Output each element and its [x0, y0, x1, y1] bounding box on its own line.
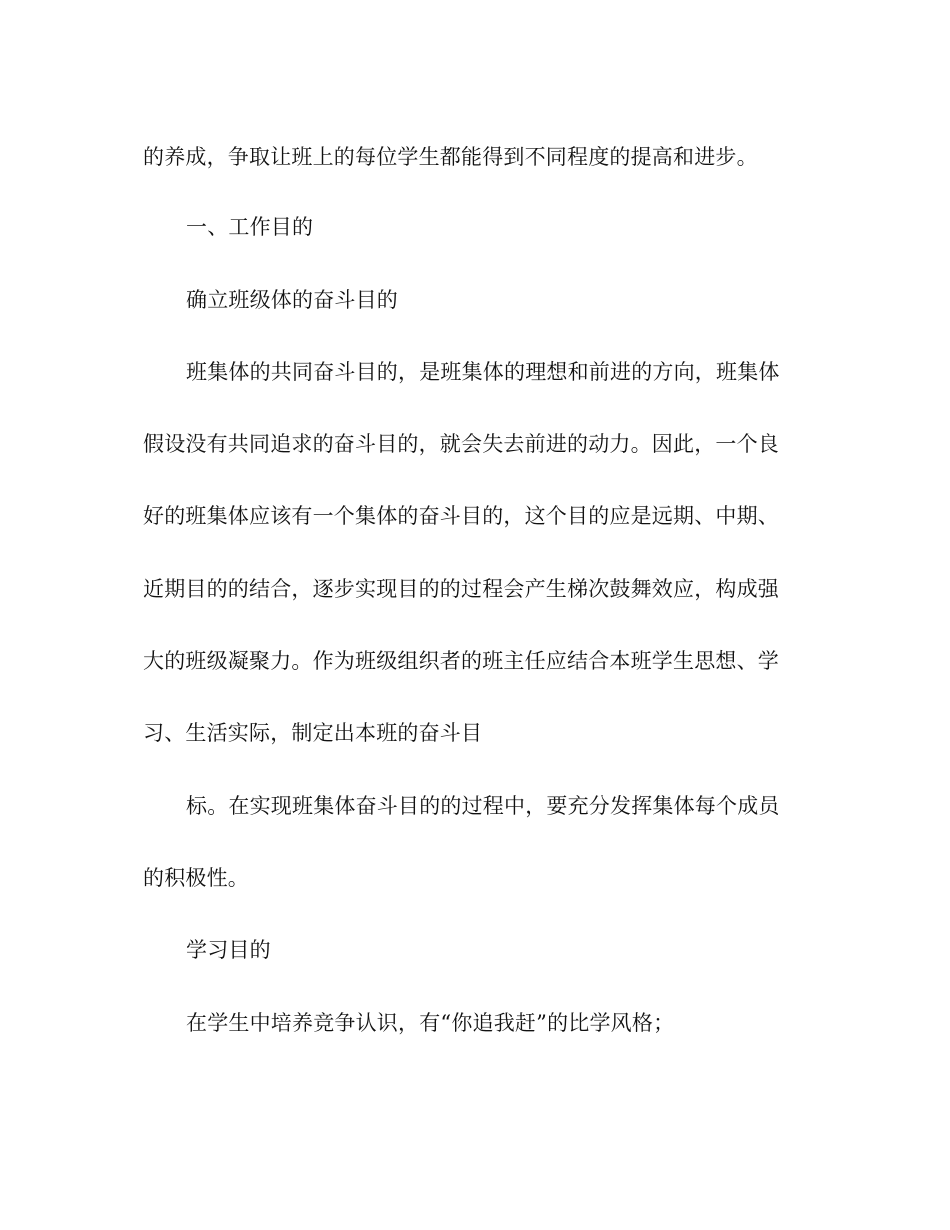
paragraph-line: 习、生活实际，制定出本班的奋斗目 [143, 721, 483, 745]
paragraph-line: 标。在实现班集体奋斗目的的过程中，要充分发挥集体每个成员 [186, 794, 780, 818]
paragraph-line: 好的班集体应该有一个集体的奋斗目的，这个目的应是远期、中期、 [143, 504, 779, 528]
paragraph-line: 假设没有共同追求的奋斗目的，就会失去前进的动力。因此，一个良 [143, 432, 779, 456]
section-heading: 一、工作目的 [186, 215, 314, 239]
subsection-heading: 学习目的 [186, 938, 271, 962]
paragraph-line: 的积极性。 [143, 866, 249, 890]
subsection-heading: 确立班级体的奋斗目的 [186, 288, 398, 312]
paragraph-line: 大的班级凝聚力。作为班级组织者的班主任应结合本班学生思想、学 [143, 649, 779, 673]
paragraph-line: 在学生中培养竞争认识，有“你追我赶”的比学风格； [186, 1011, 675, 1035]
paragraph-line: 近期目的的结合，逐步实现目的的过程会产生梯次鼓舞效应，构成强 [143, 577, 779, 601]
paragraph-line: 班集体的共同奋斗目的，是班集体的理想和前进的方向，班集体 [186, 360, 780, 384]
paragraph-line: 的养成，争取让班上的每位学生都能得到不同程度的提高和进步。 [143, 145, 758, 169]
